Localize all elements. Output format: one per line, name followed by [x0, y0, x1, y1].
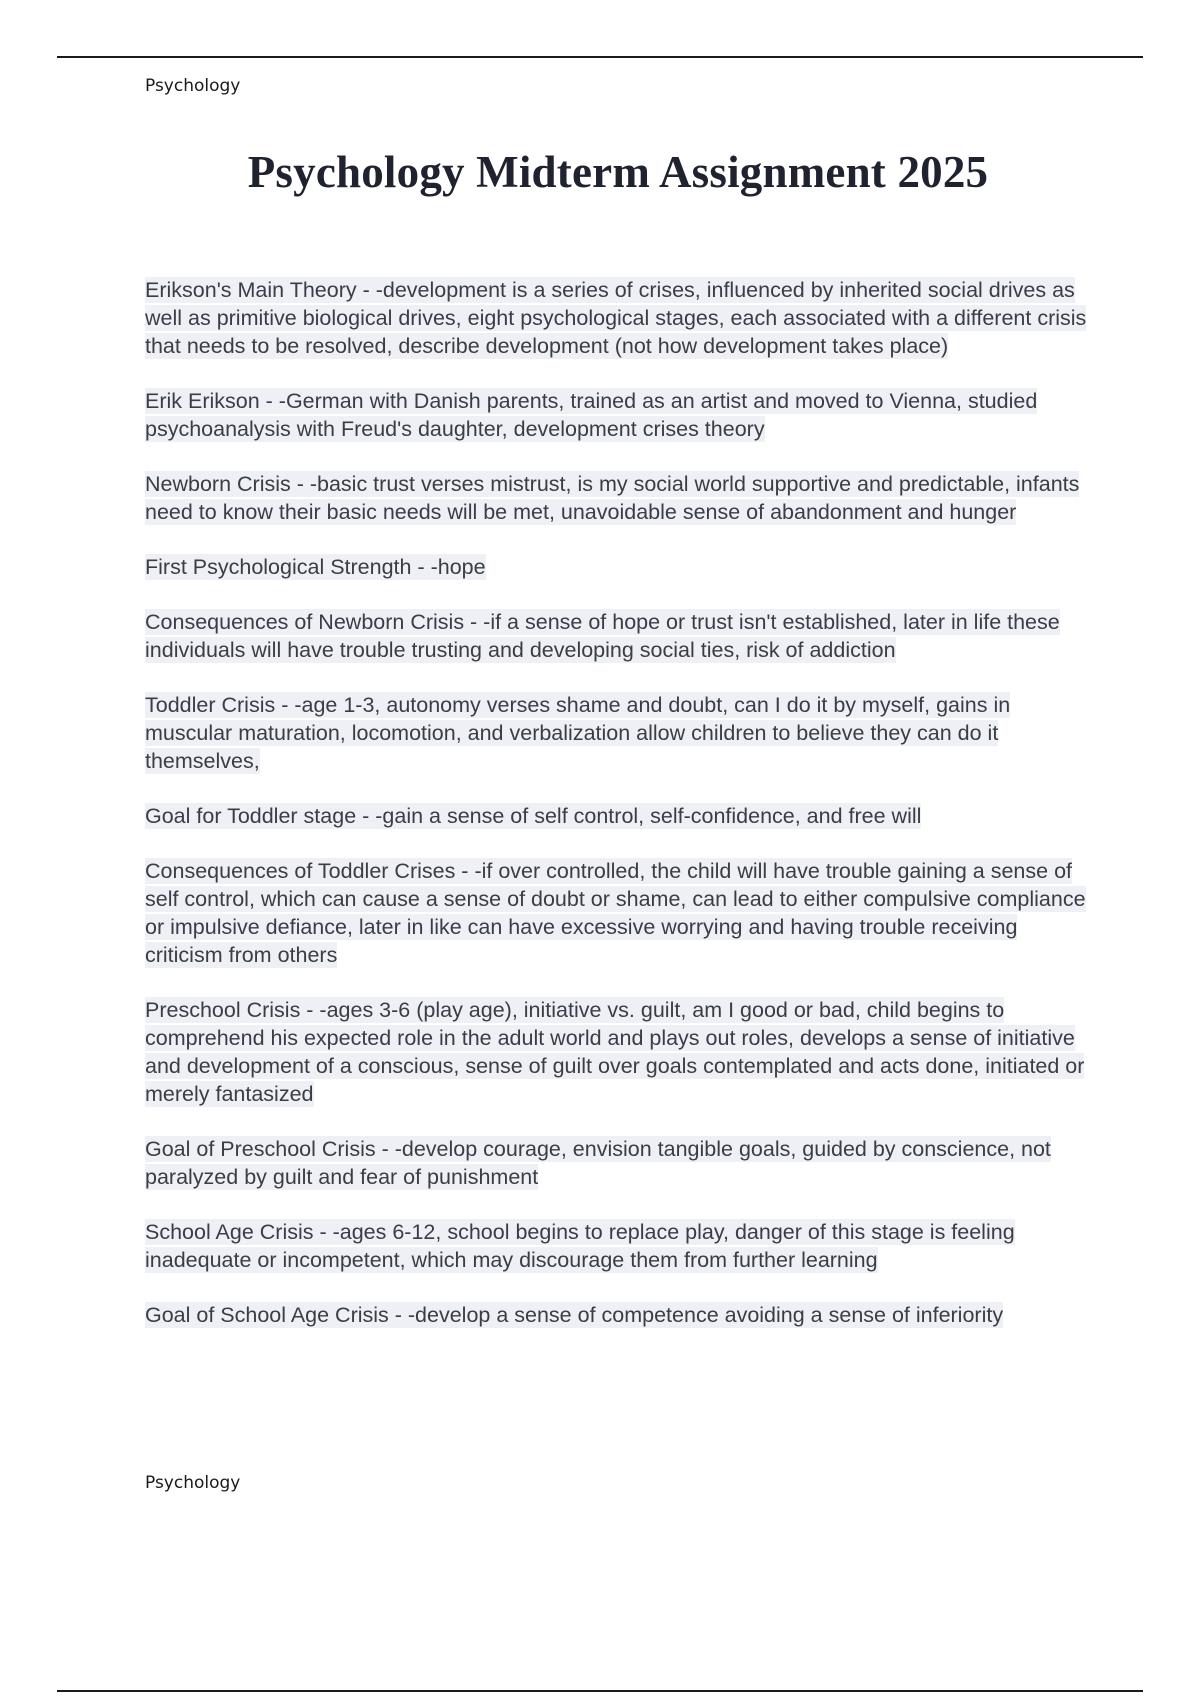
entry-goal-preschool-crisis	[145, 1135, 1095, 1191]
entry-consequences-newborn-crisis	[145, 608, 1095, 664]
page-title: Psychology Midterm Assignment 2025	[247, 147, 989, 197]
entry-eriksons-main-theory	[145, 276, 1095, 360]
entry-text: Consequences of Newborn Crisis - -if a sense of hope or trust isn't established, later in life these individuals will have trouble trusting and developing social ties, risk of addiction	[145, 610, 1060, 662]
entry-text: Newborn Crisis - -basic trust verses mistrust, is my social world supportive and predictable, infants need to know their basic needs will be met, unavoidable sense of abandonment and hunger	[145, 472, 1080, 524]
entry-list	[145, 276, 1095, 1356]
entry-text: Goal for Toddler stage - -gain a sense of self control, self-confidence, and free will	[145, 804, 922, 828]
entry-newborn-crisis	[145, 470, 1095, 526]
entry-text: Goal of Preschool Crisis - -develop courage, envision tangible goals, guided by conscience, not paralyzed by guilt and fear of punishment	[145, 1137, 1051, 1189]
entry-preschool-crisis	[145, 996, 1095, 1108]
entry-text: Toddler Crisis - -age 1-3, autonomy verses shame and doubt, can I do it by myself, gains in muscular maturation, locomotion, and verbalization allow children to believe they can do it themselves,	[145, 693, 1011, 773]
entry-text: First Psychological Strength - -hope	[145, 555, 486, 579]
running-header: Psychology	[145, 76, 241, 96]
entry-erik-erikson	[145, 387, 1095, 443]
entry-goal-toddler-stage	[145, 802, 1095, 830]
entry-school-age-crisis	[145, 1218, 1095, 1274]
entry-text: Erikson's Main Theory - -development is a series of crises, influenced by inherited social drives as well as primitive biological drives, eight psychological stages, each associated with a different crisis that needs to be resolved, describe development (not how development takes place)	[145, 278, 1087, 358]
bottom-rule	[57, 1690, 1143, 1692]
entry-toddler-crisis	[145, 691, 1095, 775]
entry-text: Erik Erikson - -German with Danish parents, trained as an artist and moved to Vienna, studied psychoanalysis with Freud's daughter, development crises theory	[145, 389, 1038, 441]
entry-first-psychological-strength	[145, 553, 1095, 581]
entry-text: Preschool Crisis - -ages 3-6 (play age), initiative vs. guilt, am I good or bad, child begins to comprehend his expected role in the adult world and plays out roles, develops a sense of initiative and development of a conscious, sense of guilt over goals contemplated and acts done, initiated or merely fantasized	[145, 998, 1085, 1106]
entry-text: Goal of School Age Crisis - -develop a sense of competence avoiding a sense of inferiority	[145, 1303, 1004, 1327]
running-footer: Psychology	[145, 1473, 241, 1493]
top-rule	[57, 56, 1143, 58]
entry-text: Consequences of Toddler Crises - -if over controlled, the child will have trouble gaining a sense of self control, which can cause a sense of doubt or shame, can lead to either compulsive compliance or impulsive defiance, later in like can have excessive worrying and having trouble receiving criticism from others	[145, 859, 1086, 967]
entry-consequences-toddler-crises	[145, 857, 1095, 969]
entry-goal-school-age-crisis	[145, 1301, 1095, 1329]
entry-text: School Age Crisis - -ages 6-12, school begins to replace play, danger of this stage is feeling inadequate or incompetent, which may discourage them from further learning	[145, 1220, 1015, 1272]
